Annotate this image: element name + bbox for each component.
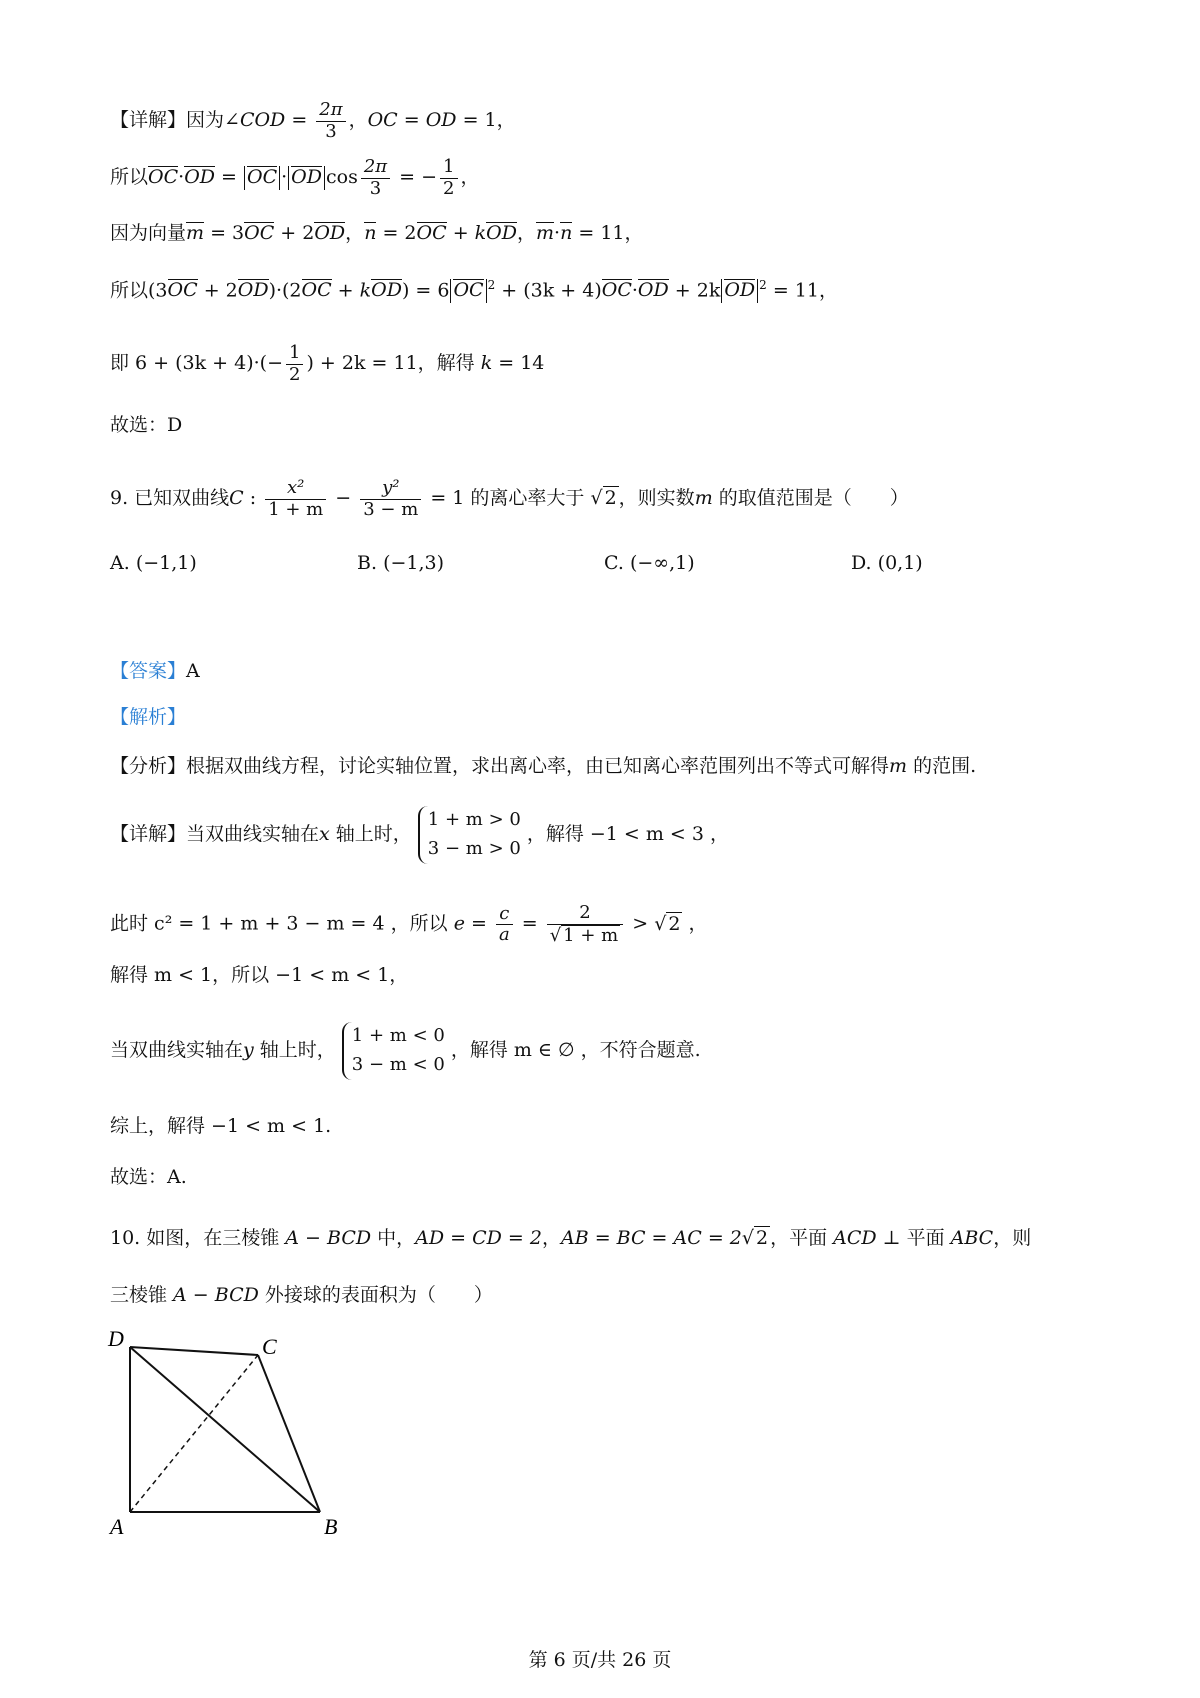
- inequality-system: [342, 1022, 445, 1080]
- math-var: m: [694, 487, 713, 510]
- math-var: C: [229, 487, 244, 510]
- frac-num: y²: [360, 478, 421, 500]
- math-var: AD = CD = 2: [415, 1227, 542, 1249]
- vector: OD: [291, 166, 322, 189]
- text: + 2: [274, 222, 315, 244]
- vector: OC: [301, 279, 332, 302]
- vector: OC: [601, 279, 632, 302]
- edge-ac-hidden: [130, 1355, 258, 1512]
- fraction: [360, 478, 421, 520]
- text: =: [215, 166, 243, 189]
- text: = 1 的离心率大于: [424, 487, 591, 510]
- text: = 11，: [766, 279, 838, 302]
- math-var: m: [889, 755, 908, 777]
- vector: OD: [724, 279, 756, 302]
- option-label: C.: [604, 552, 624, 574]
- text: 当双曲线实轴在: [186, 822, 320, 845]
- radicand: 2: [755, 1227, 769, 1249]
- detail-line-3: 解得 m < 1，所以 −1 < m < 1，: [110, 964, 409, 986]
- detail-label: 【详解】: [110, 109, 187, 132]
- text: = 2: [376, 222, 417, 244]
- math-var: A − BCD: [285, 1227, 372, 1249]
- detail-line-4: [110, 1022, 1110, 1080]
- text: 中，: [371, 1227, 416, 1249]
- edge-dc: [130, 1347, 258, 1355]
- text: ，平面: [770, 1227, 834, 1249]
- option-b[interactable]: [357, 552, 444, 574]
- option-value: (−∞,1): [629, 552, 695, 574]
- text: 的范围.: [907, 755, 977, 777]
- label-b: B: [324, 1514, 338, 1539]
- text: + k: [331, 279, 372, 302]
- page-footer: 第 6 页/共 26 页: [528, 1649, 672, 1671]
- system-row: 1 + m > 0: [427, 809, 521, 830]
- text: 所以: [110, 279, 149, 302]
- analysis-line: [110, 755, 1110, 779]
- vector: OC: [453, 279, 484, 302]
- math-var: COD: [239, 109, 286, 132]
- text: =: [515, 912, 544, 935]
- text: ，解得 −1 < m < 3 ，: [526, 822, 730, 845]
- text: ，: [541, 1227, 561, 1249]
- text: −: [329, 487, 358, 510]
- vector: OC: [167, 279, 198, 302]
- math-var: OC: [367, 109, 398, 132]
- fraction: [316, 100, 345, 142]
- question-10-line-1: [110, 1226, 1110, 1251]
- option-label: A.: [110, 552, 130, 574]
- vector: OC: [247, 166, 278, 189]
- label-c: C: [262, 1334, 277, 1359]
- text: 因为∠: [186, 109, 240, 132]
- text: ·: [631, 279, 638, 302]
- radicand: 2: [604, 487, 617, 510]
- frac-den: a: [498, 924, 510, 946]
- sqrt: √ 2: [654, 912, 681, 935]
- detail-label: 【详解】: [110, 822, 187, 845]
- text: ，解得 m ∈ ∅ ，不符合题意.: [450, 1038, 701, 1061]
- math-var: x: [319, 822, 330, 845]
- text: ·: [554, 222, 561, 244]
- tetrahedron-figure: [100, 1330, 360, 1550]
- solution-line-3: [110, 222, 1110, 246]
- fraction: [496, 904, 513, 946]
- label-a: A: [110, 1514, 124, 1539]
- fraction: [440, 157, 457, 199]
- choose-a: 故选：A.: [110, 1166, 187, 1188]
- text: + 2: [197, 279, 238, 302]
- detail-line-5: 综上，解得 −1 < m < 1.: [110, 1115, 332, 1137]
- text: 三棱锥: [110, 1284, 174, 1306]
- math-var: e: [453, 912, 465, 935]
- text: ·: [178, 166, 185, 189]
- system-row: 3 − m < 0: [351, 1053, 445, 1075]
- text: + 2k: [668, 279, 721, 302]
- text: ) + 2k = 11，解得: [306, 352, 481, 375]
- text: 9. 已知双曲线: [110, 487, 230, 510]
- text: 外接球的表面积为（ ）: [258, 1284, 493, 1306]
- text: 所以: [110, 166, 149, 189]
- jiexi-line: [110, 706, 1110, 730]
- frac-num: c: [496, 904, 513, 926]
- math-var: y: [243, 1038, 254, 1061]
- option-value: (0,1): [877, 552, 923, 574]
- answer-value: A: [186, 660, 200, 682]
- text: 10. 如图，在三棱锥: [110, 1227, 286, 1249]
- question-9: [110, 478, 1110, 520]
- vector: OC: [148, 166, 179, 189]
- answer-label: 【答案】: [110, 660, 187, 682]
- text: (3: [148, 279, 168, 302]
- system-row: 1 + m < 0: [351, 1025, 445, 1046]
- detail-line-2: [110, 903, 1110, 946]
- frac-den: 3 − m: [363, 498, 419, 520]
- frac-num: 1: [440, 157, 457, 179]
- text: =: [285, 109, 314, 132]
- text: = 1，: [456, 109, 516, 132]
- solution-line-5: [110, 343, 1110, 385]
- abs-value: [288, 166, 325, 190]
- edge-db: [130, 1347, 320, 1512]
- text: 即 6 + (3k + 4)·(−: [110, 352, 284, 375]
- system-row: 3 − m > 0: [427, 837, 521, 859]
- math-var: k: [480, 352, 493, 375]
- vector: OD: [371, 279, 402, 302]
- vector: OD: [237, 279, 269, 302]
- inequality-system: [418, 806, 521, 864]
- jiexi-label: 【解析】: [110, 706, 187, 728]
- text: ，所以: [384, 912, 454, 935]
- text: =: [397, 109, 426, 132]
- text: ·: [281, 166, 288, 189]
- text: 此时: [110, 912, 155, 935]
- fraction: [361, 157, 390, 199]
- frac-num: 2: [547, 903, 624, 925]
- frac-den: 3: [325, 120, 337, 142]
- option-label: D.: [851, 552, 872, 574]
- frac-num: 2π: [316, 100, 345, 122]
- edge-cb: [258, 1355, 320, 1512]
- sqrt: √ 2: [590, 487, 617, 510]
- text: 根据双曲线方程，讨论实轴位置，求出离心率，由已知离心率范围列出不等式可解得: [186, 755, 890, 777]
- text: )·(2: [268, 279, 302, 302]
- text: =: [464, 912, 493, 935]
- vector: OC: [416, 222, 447, 244]
- abs-value: [450, 279, 486, 303]
- text: :: [243, 487, 263, 510]
- text: c² = 1 + m + 3 − m = 4: [154, 912, 385, 935]
- option-value: (−1,3): [383, 552, 445, 574]
- frac-den: 3: [369, 177, 382, 199]
- text: = 11，: [572, 222, 644, 244]
- text: 的取值范围是（ ）: [712, 487, 909, 510]
- text: 因为向量: [110, 222, 187, 244]
- text: ，: [516, 222, 536, 244]
- detail-line-1: [110, 806, 1110, 864]
- text: 轴上时，: [253, 1038, 336, 1061]
- vector: m: [536, 222, 555, 244]
- math-var: ACD: [833, 1227, 877, 1249]
- math-var: OD: [425, 109, 457, 132]
- text: = 14: [492, 352, 545, 375]
- question-10-line-2: [110, 1284, 1110, 1308]
- sqrt: √ 2: [741, 1227, 769, 1249]
- text: = −: [393, 166, 438, 189]
- option-label: B.: [357, 552, 378, 574]
- text: 当双曲线实轴在: [110, 1038, 244, 1061]
- text: ) = 6: [401, 279, 450, 302]
- text: 轴上时，: [329, 822, 412, 845]
- vector: OD: [314, 222, 346, 244]
- text: >: [626, 912, 655, 935]
- frac-den: 2: [289, 363, 301, 385]
- vector: OD: [184, 166, 215, 189]
- solution-line-2: [110, 157, 1110, 199]
- radicand: 1 + m: [563, 924, 619, 946]
- text: ，则: [993, 1227, 1032, 1249]
- text: ，: [460, 166, 480, 189]
- text: = 3: [204, 222, 245, 244]
- text: ⊥ 平面: [876, 1227, 951, 1249]
- option-c[interactable]: [604, 552, 695, 574]
- text: + (3k + 4): [495, 279, 602, 302]
- frac-num: 1: [286, 343, 303, 365]
- fraction: [265, 478, 326, 520]
- analysis-label: 【分析】: [110, 755, 187, 777]
- math-var: AB = BC = AC = 2: [560, 1227, 742, 1249]
- answer-line: [110, 660, 1110, 684]
- abs-value: [721, 279, 758, 303]
- choose-d: 故选：D: [110, 414, 183, 436]
- vector: n: [364, 222, 377, 244]
- solution-line-4: [110, 278, 1110, 303]
- text: + k: [446, 222, 487, 244]
- option-d[interactable]: [851, 552, 923, 574]
- text: ，: [682, 912, 708, 935]
- vector: m: [186, 222, 205, 244]
- frac-den: 2: [443, 177, 455, 199]
- frac-den: √ 1 + m: [549, 924, 619, 946]
- vector: OD: [637, 279, 669, 302]
- text: ，: [345, 222, 365, 244]
- vector: n: [560, 222, 573, 244]
- fraction: [286, 343, 303, 385]
- frac-num: x²: [265, 478, 326, 500]
- abs-value: [244, 166, 280, 190]
- math-var: ABC: [950, 1227, 994, 1249]
- text: ，则实数: [618, 487, 695, 510]
- vector: OC: [244, 222, 275, 244]
- fraction: [547, 903, 624, 946]
- frac-num: 2π: [361, 157, 390, 179]
- vector: OD: [486, 222, 517, 244]
- label-d: D: [108, 1330, 124, 1351]
- text: cos: [325, 166, 358, 189]
- solution-line-1: [110, 100, 1110, 142]
- exponent: 2: [487, 278, 496, 292]
- text: ，: [348, 109, 368, 132]
- exponent: 2: [759, 278, 767, 292]
- option-a[interactable]: [110, 552, 197, 574]
- option-value: (−1,1): [135, 552, 197, 574]
- radicand: 2: [668, 912, 681, 935]
- math-var: A − BCD: [173, 1284, 259, 1306]
- frac-den: 1 + m: [268, 498, 324, 520]
